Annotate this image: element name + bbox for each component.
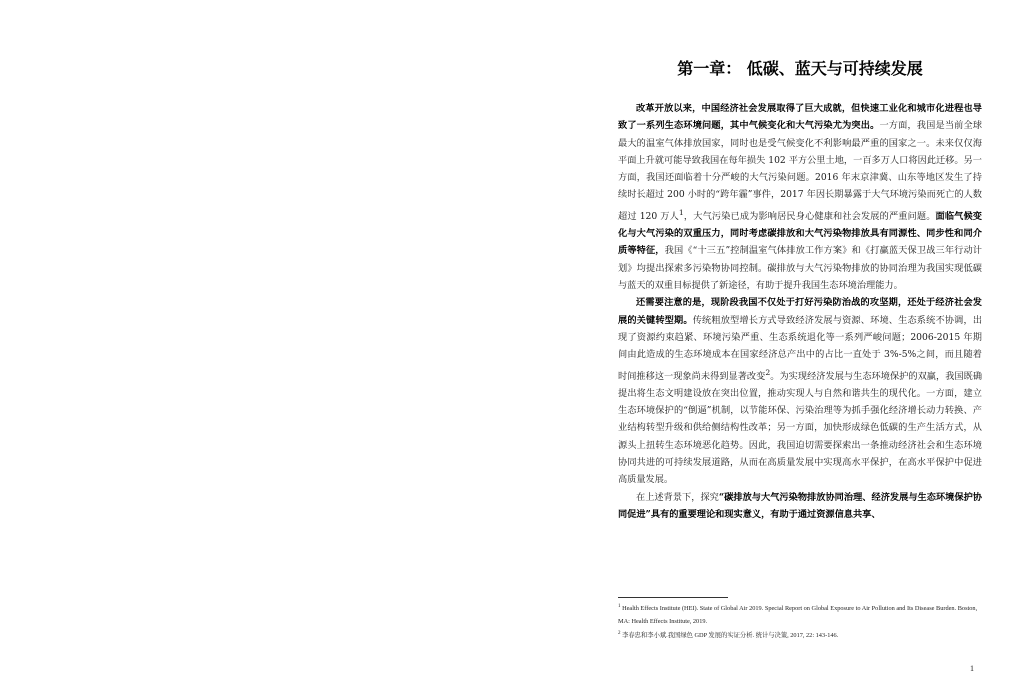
footnote-text: 李春忠和李小斌.我国绿色 GDP 发展的实证分析. 统计与决策, 2017, 22: 143-146.	[622, 632, 839, 640]
paragraph	[618, 100, 982, 294]
footnote	[618, 628, 982, 643]
footnote-divider	[618, 597, 728, 598]
footnote-number: 2	[618, 631, 621, 637]
body-text	[618, 100, 982, 523]
body-text-run: 我国《“十三五”控制温室气体排放工作方案》和《打赢蓝天保卫战三年行动计划》均提出探索多污染物协同控制。碳排放与大气污染物排放的协同治理为我国实现低碳与蓝天的双重目标提供了新途径，有助于提升我国生态环境治理能力。	[618, 245, 982, 292]
paragraph	[618, 489, 982, 524]
emphasized-text: 改革开放以来，中国经济社会发展取得了巨大成就，但快速工业化和城市化进程也导致了一系列生态环境问题，其中气候变化和大气污染尤为突出。	[618, 103, 982, 132]
body-text-run: 一方面，我国是当前全球最大的温室气体排放国家，同时也是受气候变化不利影响最严重的国家之一。未来仅仅海平面上升就可能导致我国在每年损失 102 平方公里土地，一百多万人口将因此迁移。另一方面，我国还面临着十分严峻的大气污染问题。2016 年末京津冀、山东等地区发生了持续时长超过 200 小时的“跨年霾”事件，2017 年因长期暴露于大气环境污染而死亡的人数超过 120 万人	[618, 120, 983, 222]
footnote	[618, 601, 982, 628]
page-number: 1	[970, 664, 974, 673]
footnote-ref: 1	[678, 207, 684, 217]
footnotes	[618, 601, 982, 643]
body-text-run: ，大气污染已成为影响居民身心健康和社会发展的严重问题。	[683, 210, 936, 222]
emphasized-text: 还需要注意的是，现阶段我国不仅处于打好污染防治战的攻坚期，还处于经济社会发展的关键转型期。	[618, 297, 982, 326]
emphasized-text: 面临气候变化与大气污染的双重压力，同时考虑碳排放和大气污染物排放具有同源性、同步性和同介质等特征，	[618, 210, 982, 257]
body-text-run: 在上述背景下，探究	[636, 491, 719, 503]
footnote-ref: 2	[765, 367, 771, 377]
chapter-title: 第一章： 低碳、蓝天与可持续发展	[677, 59, 923, 78]
paragraph	[618, 294, 982, 488]
footnote-number: 1	[618, 604, 621, 609]
body-text-run: 传统粗放型增长方式导致经济发展与资源、环境、生态系统不协调，出现了资源约束趋紧、环境污染严重、生态系统退化等一系列严峻问题；2006-2015 年期间由此造成的生态环境成本在国家经济总产出中的占比一直处于 3%-5%之间，而且随着时间推移这一现象尚未得到显著改变	[618, 314, 983, 382]
footnote-text: Health Effects Institute (HEI). State of Global Air 2019. Special Report on Global Exposure to Air Pollution and Its Disease Burden. Boston, MA: Health Effects Institute, 2019.	[618, 605, 978, 625]
body-text-run: 。为实现经济发展与生态环境保护的双赢，我国既确提出将生态文明建设放在突出位置，推动实现人与自然和谐共生的现代化。一方面，建立生态环境保护的“倒逼”机制，以节能环保、污染治理等为抓手强化经济增长动力转换、产业结构转型升级和供给侧结构性改革；另一方面，加快形成绿色低碳的生产生活方式，从源头上扭转生态环境恶化趋势。因此，我国迫切需要探索出一条推动经济社会和生态环境协同共进的可持续发展道路，从而在高质量发展中实现高水平保护，在高水平保护中促进高质量发展。	[618, 370, 983, 486]
emphasized-text: “碳排放与大气污染物排放协同治理、经济发展与生态环境保护协同促进”具有的重要理论和现实意义，有助于通过资源信息共享、	[618, 491, 982, 520]
